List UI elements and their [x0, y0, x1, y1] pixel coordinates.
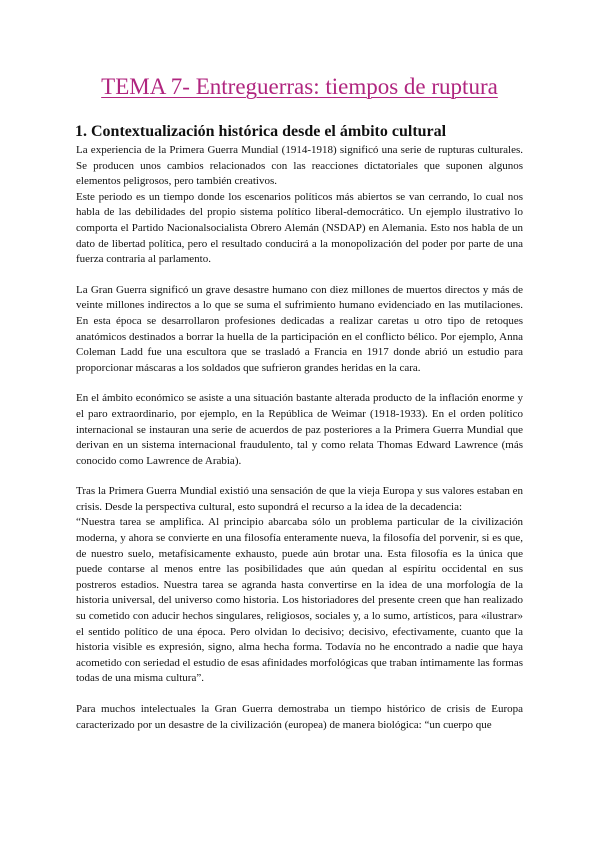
document-title: TEMA 7- Entreguerras: tiempos de ruptura — [101, 74, 498, 99]
paragraph-6: Para muchos intelectuales la Gran Guerra demostraba un tiempo histórico de crisis de Europa caracterizado por un desastre de la civilización (europea) de manera biológica: “un cuerpo que — [76, 703, 523, 731]
paragraph-spacer — [76, 376, 523, 391]
paragraph-spacer — [76, 469, 523, 484]
paragraph-4: En el ámbito económico se asiste a una situación bastante alterada producto de la inflación enorme y el paro extraordinario, por ejemplo, en la República de Weimar (1918-1933). En el orden político internacional se instauran una serie de acuerdos de paz posteriores a la Primera Guerra Mundial que derivan en un sistema internacional fraudulento, tal y como relata Thomas Edward Lawrence (más conocido como Lawrence de Arabia). — [76, 392, 523, 467]
paragraph-2: Este periodo es un tiempo donde los escenarios políticos más abiertos se van cerrando, lo cual nos habla de las debilidades del propio sistema político liberal-democrático. Un ejemplo ilustrativo lo comporta el Partido Nacionalsocialista Obrero Alemán (NSDAP) en Alemania. Esto nos habla de un dato de libertad política, pero el resultado conducirá a la monopolización del poder por parte de una fuerza contraria al parlamento. — [76, 190, 523, 266]
section-heading: 1. Contextualización histórica desde el ámbito cultural — [75, 123, 447, 140]
paragraph-spacer — [76, 268, 523, 283]
paragraph-1: La experiencia de la Primera Guerra Mundial (1914-1918) significó una serie de rupturas culturales. Se producen unos cambios relacionados con las reacciones dictatoriales que suponen algunos elementos peligrosos, pero también creativos. — [76, 144, 523, 188]
paragraph-5: Tras la Primera Guerra Mundial existió una sensación de que la vieja Europa y sus valores estaban en crisis. Desde la perspectiva cultural, esto supondrá el recurso a la idea de la decadencia: — [76, 485, 523, 513]
quotation: “Nuestra tarea se amplifica. Al principio abarcaba sólo un problema particular de la civilización moderna, y ahora se convierte en una filosofía enteramente nueva, la filosofía del porvenir, si es que, de nuestro suelo, metafísicamente exhausto, puede aún brotar una. Esta filosofía es la única que puede contarse al menos entre las posibilidades que aún quedan al espíritu occidental en sus postreros estadios. Nuestra tarea se agranda hasta convertirse en la idea de una morfología de la historia universal, del universo como historia. Los historiadores del presente creen que han realizado su cometido con aducir hechos singulares, religiosos, sociales y, a lo sumo, artísticos, para «ilustrar» el sentido político de una época. Pero olvidan lo decisivo; decisivo, efectivamente, cuanto que la historia visible es expresión, signo, alma hecha forma. Todavía no he encontrado a nadie que haya acometido con seriedad el estudio de esas afinidades morfológicas que traban íntimamente las formas todas de una misma cultura”. — [76, 516, 523, 685]
paragraph-3: La Gran Guerra significó un grave desastre humano con diez millones de muertos directos y más de veinte millones indirectos a lo que se suma el sufrimiento humano evidenciado en las mutilaciones. En esta época se desarrollaron profesiones dedicadas a realizar caretas u otro tipo de retoques anatómicos destinados a borrar la huella de la participación en el conflicto bélico. Por ejemplo, Anna Coleman Ladd fue una escultora que se trasladó a Francia en 1917 donde abrió un estudio para proporcionar máscaras a los soldados que sufrieron grandes heridas en la cara. — [76, 283, 523, 374]
paragraph-spacer — [76, 687, 523, 702]
